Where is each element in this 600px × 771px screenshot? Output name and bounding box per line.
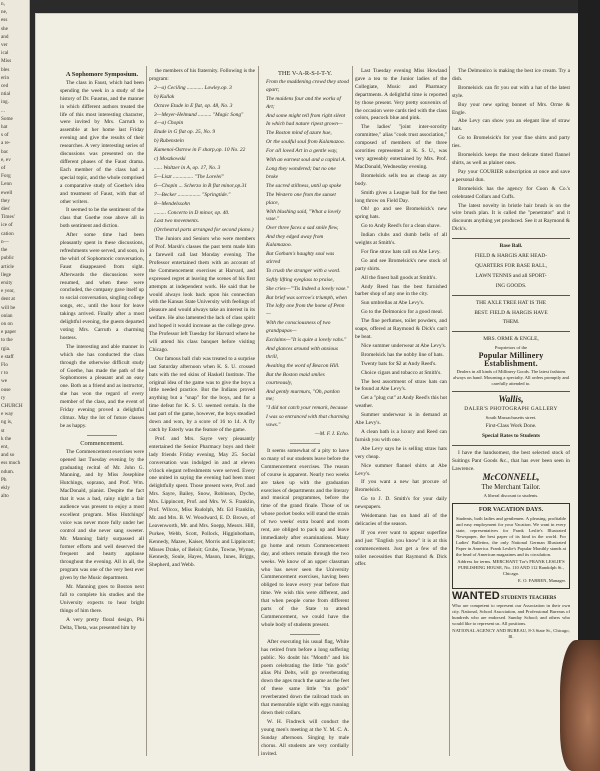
poem-line: The maidens four and the works of Art; — [266, 95, 341, 110]
poem-line: Exclaims—"It is quite a lovely vahs." — [266, 337, 347, 344]
vacation-ad-title: FOR VACATION DAYS. — [478, 507, 544, 514]
local-item: Get a "plug cut" at Andy Reed's this hot weather. — [355, 395, 447, 410]
program-item: c) Moszkowski — [154, 156, 186, 163]
adjacent-page-fragment: ice of — [1, 222, 13, 229]
local-item: Bromelsick keeps the most delicate tinted flannel shirts, as well as plainer ones. — [452, 152, 570, 166]
paragraph: The interesting and able manner in which she has conducted the class through the otherwise difficult study of Goethe, has made the path of the Sophomores a pleasant and an easy one. Both as a friend and as instructor, she has won the regard of every member of the class, and the event of Friday evening proved a delightful climax. May the lot of future classes be as happy. — [60, 343, 144, 429]
recital-program — [149, 85, 255, 235]
local-item: Nice summer flannel shirts at Abe Levy's. — [355, 462, 447, 477]
adjacent-page-fragment: ced — [1, 83, 9, 90]
local-item: Summer underwear is in demand at Abe Levy's. — [355, 412, 447, 427]
adjacent-page-fragment: ent, — [1, 443, 9, 450]
paragraph: the members of his fraternity. Following is the program: — [149, 68, 255, 82]
local-item: If you ever want to appear superfine and just "English you know" it is at this commencement. Just get a few of the toilet necessities that Raymond & Dick offer. — [355, 529, 447, 568]
divider — [452, 331, 570, 332]
mcconnell-name: McCONNELL, — [482, 472, 540, 483]
program-item: 2—a) Ceciling ............ Lowley.op. 3 — [154, 84, 232, 91]
paragraph: The Commencement exercises were opened last Tuesday evening by the graduating recital of Mr. John G. Manning, and by Miss Josephine Hutchings, soprano, and Prof. Wm. MacDonald, pianist. Despite the fact that it was a bad, rainy night a fair audience was present to enjoy a most excellent program. Miss Hutchings' voice was never more fully under her control and she never sang sweeter. Mr. Manning fairly surpassed all former efforts and well deserved the frequent and hearty applause throughout the evening. All in all, the program was one of the very best ever given by the Music department. — [60, 448, 144, 582]
local-item: Choice cigars and tobacco at Smith's. — [361, 369, 442, 376]
baseball-ad-line: ING GOODS. — [495, 282, 527, 289]
program-item: ......... Concerto in D minor, op. 40. — [154, 209, 230, 216]
adjacent-page-fragment: e year, — [1, 288, 15, 295]
local-item: Bromelsick has the nobby line of hats. — [361, 351, 444, 358]
program-item: Octave Etude in E flat, op. 48, No. 3 — [154, 102, 233, 109]
paragraph: Our famous ball club was treated to a surprise last Saturday afternoon when K. S. U. crossed bats with the red skins of Haskell Institute. The original idea of the game was to give the boys a little needed practice. But the Indians proved anything but a "snap" for the boys, and for a time defeat for K. S. U. seemed certain. In the last part of the game, however, the boys steadied down and won, by a score of 16 to 14. A fly catch by Esterly was the feature of the game. — [149, 355, 255, 433]
mcconnell-text: I have the handsomest, the best selected stock of Suitings Pant Goods &c., that has ever been seen in Lawrence. — [452, 449, 570, 472]
local-item: Go to the Delmonico for a good meal. — [361, 309, 444, 316]
local-item: For fine straw hats call on Abe Levy. — [361, 248, 441, 255]
adjacent-page-fragment: will be — [1, 304, 16, 311]
adjacent-page-fragment: bles — [1, 66, 10, 73]
local-item: Abe Levy can show you an elegant line of straw hats. — [452, 118, 570, 133]
poem-line: With blushing said, "What a lovely vase." — [266, 208, 341, 223]
poem-line: With the consciousness of two grandpapas— — [266, 320, 331, 335]
adjacent-page-fragment: ersity — [1, 279, 13, 286]
adjacent-page-fragment: we — [1, 378, 8, 385]
section-divider — [87, 435, 117, 436]
poem-line: But brief was sorrow's triumph, when — [266, 294, 347, 301]
adjacent-page-fragment: e staff — [1, 353, 14, 360]
adjacent-page-fragment: ical — [1, 50, 9, 57]
wallis-line: Special Rates to Students — [482, 432, 540, 439]
local-item: The ladies' "joint inter-sorority committee," alias "cook trust association," composed of members of the three sororities represented at K. S. U., was very agreeably entertained by Mrs. Prof. MacDonald, Wednesday evening. — [355, 124, 447, 170]
adjacent-page-fragment: Forg — [1, 173, 11, 180]
adjacent-page-fragment: ... — [1, 107, 5, 114]
program-item: b) Kullak — [154, 93, 175, 100]
column-4 — [355, 68, 447, 758]
article-heading: A Sophomore Symposium. — [65, 71, 139, 78]
adjacent-page-fragment: erin — [1, 74, 10, 81]
adjacent-page-fragment: st — [1, 427, 5, 434]
adjacent-page-fragment: ess much — [1, 460, 21, 467]
local-item: Bromelsick has the agency for Coon & Co.'s celebrated Collars and Cuffs. — [452, 185, 570, 200]
program-item: 5—Liszt ............... "The Lorelei" — [154, 173, 224, 180]
wallis-name: Wallis, — [498, 394, 524, 405]
adjacent-page-fragment: ng is, — [1, 419, 13, 426]
adjacent-page-fragment: the — [1, 247, 8, 254]
adjacent-page-fragment: ouse — [1, 386, 11, 393]
adjacent-page-fragment: Flo — [1, 361, 8, 368]
program-item: 7—Becker ................. "Springtide." — [154, 191, 231, 198]
local-item: The fine perfumes, toilet powders, and soaps, offered at Raymond & Dick's can't be beat. — [355, 318, 447, 340]
program-item: 3—Meyer-Helmund .......... "Magic Song" — [154, 111, 244, 118]
local-item: Go to Bromelsick's for your fine shirts and party ties. — [452, 135, 570, 150]
program-item: 8—Mendelssohn — [154, 200, 190, 207]
divider — [452, 295, 570, 296]
local-item: A clean bath is a luxury and Reed can furnish you with one. — [355, 428, 447, 443]
adjacent-page-fragment: to the — [1, 337, 13, 344]
vacation-ad-address: Address for terms. MERCHANT Tor's FRANK LESLIE'S PUBLISHING HOUSE, No. 110 AND 112 Randolph St., Chicago. — [457, 559, 565, 577]
adjacent-page-fragment: CHURCH — [1, 402, 23, 409]
adjacent-page-fragment: ne, — [1, 9, 8, 16]
paragraph: W. H. Findreck will conduct the young men's meeting at the Y. M. C. A. Sunday afternoon. Singing by male chorus. All students are very cordially invited. — [261, 718, 349, 757]
wanted-heading: WANTED — [452, 590, 500, 603]
adjacent-page-fragment: Miss — [1, 58, 12, 65]
adjacent-page-fragment: ess — [1, 17, 8, 24]
wanted-sub: STUDENTS — [501, 596, 528, 602]
adjacent-page-fragment: k the — [1, 435, 12, 442]
poem-line: "I did not catch your remark, because — [266, 405, 348, 412]
adjacent-page-fragment: article — [1, 263, 14, 270]
adjacent-page-fragment: and so — [1, 452, 15, 459]
local-item: Weidemann has on hand all of the delicacies of the season. — [355, 513, 447, 527]
column-rule — [449, 66, 450, 756]
poem-line: In which had nature ripest grown— — [266, 121, 343, 128]
baseball-ad-line: FIELD & HARGIS ARE HEAD- — [474, 253, 548, 260]
poem-line: With an earnest soul and a capital A. — [266, 157, 346, 164]
millinery-name: Popular Millinery Establishment. — [478, 351, 544, 369]
poem-line: And glances around with anxious thrill, — [266, 346, 338, 360]
poem-line: The sacred stillness, until up spoke — [266, 182, 342, 189]
local-item: If you want a new hat procure of Bromelsick. — [355, 479, 447, 494]
paragraph: After some time had been pleasantly spent in these discussions, refreshments were served, and soon, in the whirl of Sophomoric conversation, Faust disappeared from sight. Afterwards the discussions were resumed, and when these were concluded, the company gave itself up to social conversation, singling college songs, etc., until the hour for leave takings arrived. Finally after a most delightful evening, the guests departed voting Mrs. Carruth a charming hostess. — [60, 232, 144, 341]
column-3 — [261, 68, 349, 758]
poem-line: Softly lifting eyeglass to praise, — [266, 276, 334, 283]
paragraph: After executing his usual flag, White has retired from before a long suffering public. No doubt his "Month" and his poem celebrating the little "tin gods" alias Phi Delts, will go reverberating down the ages much the same as the feet of these same little "tin gods" reverberated down the railroad track on that memorable night with eggs running down their collars. — [261, 638, 349, 716]
adjacent-page-fragment: ry — [1, 394, 6, 401]
program-item: Kamenoi-Ostrow in F sharp,op. 10 No. 22 — [154, 147, 246, 154]
mcconnell-title: The Merchant Tailor. — [481, 483, 541, 492]
column-rule — [352, 66, 353, 756]
poem-title: THE V-A-R-S-I-T-Y. — [278, 70, 332, 77]
program-item: ...... Waltzer in A, op. 17, No. 3 — [154, 164, 221, 171]
adjacent-page-fragment: rgia. — [1, 345, 11, 352]
adjacent-page-fragment: r to — [1, 370, 9, 377]
adjacent-page-fragment: s of — [1, 132, 9, 139]
column-1 — [60, 68, 144, 758]
adjacent-page-fragment: e way — [1, 411, 14, 418]
poem-line: Awaiting the word of Beacon Hill. — [266, 362, 340, 369]
paragraph: A very pretty floral design, Phi Delta, Theta, was presented him by — [60, 616, 144, 631]
adjacent-page-fragment: Ph — [1, 476, 7, 483]
adjacent-page-strip — [0, 0, 30, 771]
paragraph: The Juniors and Seniors who were members of Prof. Marsh's classes the past term made him a farewell call last Monday evening. The Professor entertained them with an account of the Commencement exercises at Harvard, and expressed regret at leaving the scenes of his first attempts at independent work. He said that he would always look back upon his connection with the Kansas State University with feelings of pleasure and would always take an interest in its welfare. He also lamented the lack of class spirit and hoped it would increase as the college grew. The Professor left Tuesday for Harvard where he will attend his class banquet before visiting Chicago. — [149, 236, 255, 353]
adjacent-page-fragment: of — [1, 165, 6, 172]
local-item: The latest novelty in bristle hair brush is on the wire brush plan. It is called the "penetrator" and it discounts anything yet produced. See it at Raymond & Dick's. — [452, 202, 570, 233]
poem-line: For all loved Art in a gentle way, — [266, 148, 338, 155]
millinery-role: Proprietors of the — [494, 345, 528, 351]
local-item: Go to J. D. Smith's for your daily newspapers. — [355, 496, 447, 511]
local-item: Pay your COURIER subscription at once and save a personal dun. — [452, 168, 570, 183]
adjacent-page-fragment: she — [1, 25, 8, 32]
column-rule — [258, 66, 259, 756]
adjacent-page-fragment: ekly — [1, 484, 10, 491]
poem-line: But Gotham's haughty soul was stirred — [266, 251, 335, 265]
wallis-address: South Massachusetts street. — [485, 414, 537, 420]
local-item: The best assortment of straw hats can be found at Abe Levy's. — [355, 378, 447, 393]
article-heading: Commencement. — [80, 439, 124, 447]
baseball-ad-line: LAWN TENNIS and all SPORT- — [475, 272, 547, 279]
poem-line: The Western one from the sunset place, — [266, 191, 336, 206]
hat-ad-line: THE AXLE TREE HAT IS THE — [475, 299, 547, 306]
adjacent-page-fragment: ndum. — [1, 468, 15, 475]
poem-line: Long they wondered; but no one broke — [266, 165, 336, 180]
adjacent-page-fragment: n— — [1, 238, 9, 245]
local-item: Twenty bats for $2 at Andy Reed's. — [361, 360, 437, 367]
program-item: Last two movements. — [154, 218, 200, 225]
vacation-ad-body: Students, both ladies and gentlemen. A pleasing, profitable and easy employment for your Vacation. We want in every state, representatives for Frank Leslie's Illustrated Newspaper, the best paper of its kind in the world. For Ladies' Bulletins, the only National German Illustrated Paper in America. Frank Leslie's Popular Monthly stands at the head of American magazines and its circulation. — [456, 516, 566, 558]
poem-line: I was so entranced with that charming vaws." — [266, 414, 349, 429]
poem-line: Over three faces a sad smile flew, — [266, 225, 339, 232]
program-item: Etude in G flat op. 25, No. 9 — [154, 129, 216, 136]
adjacent-page-fragment: Times' — [1, 214, 15, 221]
adjacent-page-fragment: public — [1, 255, 14, 262]
column-2 — [149, 68, 255, 758]
adjacent-page-fragment: bac — [1, 148, 9, 155]
local-item: Abe Levy says he is selling straw hats very cheap. — [355, 445, 447, 460]
column-5 — [452, 68, 570, 758]
adjacent-page-fragment: ntial — [1, 91, 11, 98]
wanted-sub: TEACHERS — [528, 596, 557, 602]
local-item: The Delmonico is making the best ice cream. Try a dish. — [452, 68, 570, 82]
poem-line: She cries—"'Tis Indeed a lovely vase." — [266, 285, 349, 292]
vacation-ad-box — [452, 503, 570, 589]
local-item: Andy Reed has the best furnished barber shop of any one in the city. — [355, 283, 447, 298]
paragraph: Prof. and Mrs. Sayre very pleasantly entertained the Senior Pharmacy boys and their lady friends Friday evening, May 25. Social conversation was indulged in and at eleven o'clock elegant refreshments were served. Every one united in saying the evening had been most delightfully spent. Those present were, Prof. and Mrs. Sayre, Bailey, Snow, Robinson, Dyche, Mrs. Lippincott, Prof. and Mrs. W. S. Franklin, Prof. Wilcox, Miss Rudolph, Mr. Ed Franklin, Mr. and Mrs. B. W. Woodward, E. D. Brown, of Leavenworth, Mr. and Mrs. Soepp, Messrs. Hill, Purkee, Webb, Scott, Pollock, Higginbotham, Kennedy, Mazee, Kaiser, Morris and Lippincott; Misses Drake, of Beloit; Grube, Towne, Wynne, Kennedy, Soule, Hayes, Mason, Innes, Briggs, Shepherd, and Webb. — [149, 435, 255, 569]
program-item: 6—Chopin ... Scherzo in B flat minor,op.31 — [154, 182, 247, 189]
paragraph: Mr. Manning goes to Boston next fall to complete his studies and the University expects to hear bright things of him there. — [60, 584, 144, 614]
adjacent-page-fragment: ver — [1, 42, 8, 49]
adjacent-page-fragment: dies' — [1, 206, 11, 213]
millinery-owners: MRS. ORME & ENGLE, — [483, 336, 539, 343]
wallis-gallery: DALER'S PHOTOGRAPH GALLERY — [464, 406, 558, 412]
local-item: Bromelsick sells tea as cheap as any body. — [355, 172, 447, 187]
program-item: b) Rubenstein — [154, 138, 184, 145]
local-item: Indian clubs and dumb bells of all weights at Smith's. — [355, 232, 447, 247]
adjacent-page-fragment: ewell — [1, 189, 13, 196]
local-item: Sun umbrellas at Abe Levy's. — [361, 300, 425, 307]
adjacent-page-fragment: alto — [1, 493, 9, 500]
poem-line: And gently murmurs, "Oh, pardon me; — [266, 388, 340, 403]
poem-line: To crush the stranger with a word. — [266, 267, 341, 274]
wanted-footer: NATIONAL AGENCY AND BUREAU, 8-3 State St., Chicago, Ill. — [452, 628, 570, 640]
mcconnell-note: A liberal discount to students. — [483, 493, 539, 499]
divider — [452, 445, 570, 446]
baseball-ad-title: Base Ball. — [499, 243, 523, 250]
local-item: All the finest ball goods at Smith's. — [361, 274, 437, 281]
local-item: Bromelsick can fit you out with a hat of the latest style. — [452, 84, 570, 99]
hat-ad-line: BEST. FIELD & HARGIS HAVE — [474, 309, 548, 316]
local-item: Nice summer underwear at Abe Levy's. — [361, 342, 447, 349]
adjacent-page-fragment: llege — [1, 271, 12, 278]
adjacent-page-fragment: onian — [1, 312, 13, 319]
program-item: 4—a) Chopin — [154, 120, 184, 127]
section-divider — [290, 443, 320, 444]
wanted-body: Who are competent to represent our Association in their own city. National, School Association, and Professional Bureaus of hundreds who are endorsed. Sunday School; and others who would like to represent us. All positions. — [452, 603, 570, 627]
adjacent-page-fragment: ing. — [1, 99, 9, 106]
hat-ad-line: THEM. — [502, 319, 520, 326]
divider — [452, 238, 570, 239]
adjacent-page-fragment: a re- — [1, 140, 11, 147]
poem-line: And they edged away from Kalamazoo. — [266, 234, 324, 249]
adjacent-page-fragment: on on — [1, 320, 13, 327]
poem-line: The Boston mind of azure hue, — [266, 130, 332, 137]
vacation-ad-signature: E. O. FARREN, Manager. — [517, 578, 566, 584]
local-item: Go and see Bromelsick's new stock of party shirts. — [355, 257, 447, 272]
millinery-desc: Dealers in all kinds of Millinery Goods. The latest fashions always on hand. Mourning a specialty. All orders promptly and carefully attended to. — [453, 369, 569, 387]
adjacent-page-fragment: e, ev — [1, 156, 11, 163]
adjacent-page-fragment: e paper — [1, 329, 17, 336]
wallis-line: First-Class Work Done. — [485, 422, 537, 429]
wanted-ad — [452, 590, 570, 640]
adjacent-page-fragment: cation — [1, 230, 14, 237]
local-item: Go to Andy Reed's for a clean shave. — [361, 223, 441, 230]
adjacent-page-fragment: Lenn — [1, 181, 12, 188]
poem-source: —M. F. I. Echo. — [314, 431, 349, 438]
adjacent-page-fragment: and — [1, 33, 9, 40]
local-item: Last Tuesday evening Miss Howland gave a tea to the Junior ladies of the Collegiate, Music and Pharmacy departments. A delightful time is reported by those present. Very pretty souvenirs of the occasion were cards tied with the class colors, peacock blue and pink. — [355, 68, 447, 122]
baseball-ad-line: QUARTERS FOR BASE BALL, — [475, 262, 547, 269]
paragraph: The class in Faust, which had been spending the week in a study of the history of Dr. Faustus, and the manner in which different authors treated the life of this most interesting character, were invited by Mrs. Carruth to assemble at her home last Friday evening and give the results of their researches. A very interesting series of discussions was presented on the different phases of the Faust drama. Each member of the class had a special topic, and the whole comprised a comparative study of Goethe's idea and treatment of Faust, with that of other writers. — [60, 79, 144, 205]
local-item: Smith gives a League ball for the best long throw on Field Day. — [355, 189, 447, 204]
paragraph: It seems somewhat of a pity to have so many of our students leave before the Commencement exercises. The reason of course is apparent. Nearly two weeks are taken up with the graduation exercises of departments and the literary and musical programmes, before the time of the grand finale. Those of us whose pocket books will stand the strain of two weeks' extra board and room rent, are obliged to pack up and leave immediately after examinations. Many go home and return Commencement day, and others remain through the two weeks. We know of an upper classman who has never seen the University Commencement exercises, having been obliged to leave every year before that time. We wish this were different, and that when people come from different parts of the State to attend Commencement, we could have the whole body of students present. — [261, 447, 349, 628]
poem-line: From the maddening crowd they stood apart; — [266, 78, 349, 93]
section-divider — [290, 634, 320, 635]
local-item: Buy your new spring bonnet of Mrs. Orme & Engle. — [452, 101, 570, 116]
adjacent-page-fragment: hat — [1, 124, 8, 131]
adjacent-page-fragment: dent at — [1, 296, 15, 303]
paragraph: It seemed to be the sentiment of the class that Goethe rose above all in both sentiment and diction. — [60, 207, 144, 230]
poem-line: And some might tell from right silent — [266, 112, 346, 119]
poem-line: Or the soulful soul from Kalamazoo. — [266, 139, 345, 146]
poem — [261, 79, 349, 430]
adjacent-page-fragment: Some — [1, 115, 13, 122]
program-item: (Orchestral parts arranged for second piano.) — [154, 227, 254, 234]
adjacent-page-fragment: they — [1, 197, 10, 204]
poem-line: The lofty one from the home of Penn— — [266, 303, 345, 318]
poem-line: But the Boston maid smiles courteously, — [266, 371, 325, 386]
adjacent-page-fragment: n, — [1, 1, 5, 7]
local-item: Oh! go and see Bromelsick's new spring hats. — [355, 206, 447, 221]
column-rule — [146, 66, 147, 756]
divider — [452, 391, 570, 392]
